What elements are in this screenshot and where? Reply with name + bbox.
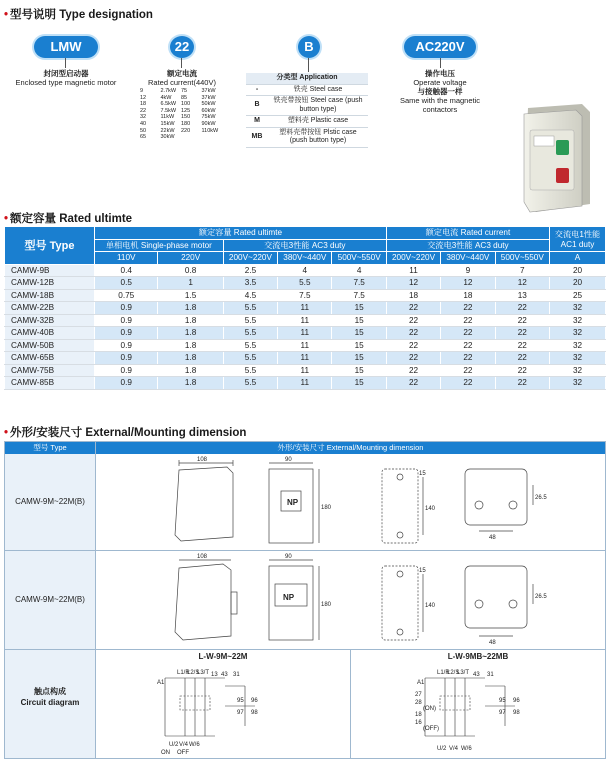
dim-140: 140 xyxy=(425,603,436,609)
circuit-label: U/2 xyxy=(437,746,447,752)
divider xyxy=(5,550,605,551)
connector-line xyxy=(308,58,309,72)
value-cell: 1.8 xyxy=(158,377,223,390)
model-cell: CAMW-18B xyxy=(5,289,95,302)
circuit-label: A1 xyxy=(417,680,425,686)
dim-26-5: 26.5 xyxy=(535,594,547,600)
circuit-label: 27 xyxy=(415,692,422,698)
value-cell: 15 xyxy=(332,339,386,352)
model-cell: CAMW-85B xyxy=(5,377,95,390)
divider xyxy=(350,649,351,758)
value-cell: 12 xyxy=(441,277,495,290)
table-row xyxy=(5,377,606,390)
current-row xyxy=(140,114,222,121)
table-row xyxy=(5,352,606,365)
value-cell: 22 xyxy=(441,339,495,352)
value-cell: 4 xyxy=(332,264,386,277)
model-cell: CAMW-22B xyxy=(5,302,95,315)
value-cell: 20 xyxy=(550,264,606,277)
value-cell: 22 xyxy=(495,364,549,377)
value-cell: 0.9 xyxy=(95,302,158,315)
value-cell: 5.5 xyxy=(223,314,277,327)
col-single-phase: 单相电机 Single-phase motor xyxy=(95,239,224,252)
circuit-label: A1 xyxy=(157,680,165,686)
current-cell: 125 xyxy=(181,107,191,114)
current-cell: 85 xyxy=(181,94,188,101)
section-title-type-designation: • 型号说明 Type designation xyxy=(4,9,153,21)
value-cell: 4.5 xyxy=(223,289,277,302)
value-cell: 11 xyxy=(278,364,332,377)
current-cell: 50 xyxy=(140,127,147,134)
section-title-rated: • 额定容量 Rated ultimte xyxy=(4,213,133,225)
current-cell xyxy=(181,134,202,141)
value-cell: 7.5 xyxy=(332,277,386,290)
model-cell: CAMW-40B xyxy=(5,327,95,340)
value-cell: 1.8 xyxy=(158,302,223,315)
sub-header: 110V xyxy=(95,252,158,265)
current-cell: 150 xyxy=(181,114,191,121)
lmw-caption: 封闭型启动器 Enclosed type magnetic motor xyxy=(15,69,117,87)
current-cell: 37kW xyxy=(201,94,216,101)
dimension-drawing-row1 xyxy=(97,455,603,549)
value-cell: 11 xyxy=(278,327,332,340)
current-cell: 100 xyxy=(181,101,191,108)
table-row xyxy=(5,264,606,277)
code-voltage: AC220V xyxy=(404,36,476,58)
table-row xyxy=(5,314,606,327)
dim-180: 180 xyxy=(321,505,332,511)
value-cell: 5.5 xyxy=(223,339,277,352)
value-cell: 5.5 xyxy=(223,302,277,315)
value-cell: 15 xyxy=(332,377,386,390)
circuit-label: L2/S xyxy=(447,670,460,676)
value-cell: 1 xyxy=(158,277,223,290)
value-cell: 32 xyxy=(550,327,606,340)
current-row xyxy=(140,128,222,135)
value-cell: 22 xyxy=(386,302,440,315)
current-row xyxy=(140,134,222,141)
value-cell: 22 xyxy=(386,327,440,340)
value-cell: 1.8 xyxy=(158,339,223,352)
value-cell: 22 xyxy=(441,314,495,327)
value-cell: 7.5 xyxy=(332,289,386,302)
nameplate-label: NP xyxy=(287,498,299,507)
app-key: - xyxy=(246,84,268,96)
value-cell: 22 xyxy=(441,302,495,315)
table-row xyxy=(5,364,606,377)
model-cell: CAMW-32B xyxy=(5,314,95,327)
value-cell: 1.8 xyxy=(158,352,223,365)
circuit-label: 98 xyxy=(251,710,258,716)
dim-90: 90 xyxy=(285,457,292,463)
current-row xyxy=(140,88,222,95)
col-ac1: 交流电1性能 AC1 duty xyxy=(550,227,606,252)
model-cell: CAMW-9B xyxy=(5,264,95,277)
diagram-title-1: L-W-9M~22M xyxy=(198,652,248,661)
voltage-caption: 操作电压 Operate voltage 与接触器一样 Same with the magnetic contactors xyxy=(399,69,481,114)
circuit-label: L1/R xyxy=(177,670,190,676)
value-cell: 22 xyxy=(441,377,495,390)
sub-header: A xyxy=(550,252,606,265)
dimension-drawing-row2 xyxy=(97,552,603,648)
value-cell: 13 xyxy=(495,289,549,302)
nameplate-label: NP xyxy=(283,593,295,602)
table-row xyxy=(5,289,606,302)
circuit-label: 触点构成 Circuit diagram xyxy=(5,650,95,758)
table-row xyxy=(5,277,606,290)
circuit-label: ON xyxy=(161,750,170,756)
app-value: 铁壳 Steel case xyxy=(268,84,368,96)
circuit-label: 31 xyxy=(233,672,240,678)
value-cell: 15 xyxy=(332,314,386,327)
circuit-label: W/6 xyxy=(189,742,200,748)
value-cell: 0.4 xyxy=(95,264,158,277)
value-cell: 32 xyxy=(550,364,606,377)
app-value: 塑料壳带按钮 Plstic case (push button type) xyxy=(268,127,368,147)
section-title-mounting: • 外形/安装尺寸 External/Mounting dimension xyxy=(4,427,247,439)
dim-108: 108 xyxy=(197,554,208,560)
circuit-label: V/4 xyxy=(449,746,459,752)
current-cell: 32 xyxy=(140,114,147,121)
current-power-table xyxy=(140,88,222,141)
circuit-label: 97 xyxy=(237,710,244,716)
circuit-label: 28 xyxy=(415,700,422,706)
current-cell: 2.7kW xyxy=(160,88,177,94)
value-cell: 0.5 xyxy=(95,277,158,290)
model-cell: CAMW-65B xyxy=(5,352,95,365)
value-cell: 22 xyxy=(495,377,549,390)
dim-15: 15 xyxy=(419,471,426,477)
table-row xyxy=(5,327,606,340)
current-cell: 4kW xyxy=(160,94,172,101)
current-cell: 40 xyxy=(140,120,147,127)
current-cell: 12 xyxy=(140,94,147,101)
circuit-label: U/2 xyxy=(169,742,179,748)
value-cell: 22 xyxy=(441,327,495,340)
circuit-label: 31 xyxy=(487,672,494,678)
sub-header: 380V~440V xyxy=(441,252,495,265)
dim-90: 90 xyxy=(285,554,292,560)
diagram-title-2: L-W-9MB~22MB xyxy=(447,652,509,661)
value-cell: 32 xyxy=(550,339,606,352)
current-cell: 15kW xyxy=(160,120,175,127)
sub-header: 200V~220V xyxy=(223,252,277,265)
value-cell: 22 xyxy=(495,339,549,352)
circuit-label: (ON) xyxy=(423,706,436,712)
value-cell: 32 xyxy=(550,352,606,365)
value-cell: 15 xyxy=(332,364,386,377)
value-cell: 1.8 xyxy=(158,364,223,377)
value-cell: 22 xyxy=(441,364,495,377)
value-cell: 32 xyxy=(550,302,606,315)
value-cell: 12 xyxy=(495,277,549,290)
dim-48: 48 xyxy=(489,640,496,646)
divider xyxy=(95,442,96,758)
value-cell: 0.9 xyxy=(95,352,158,365)
circuit-label: 95 xyxy=(499,698,506,704)
value-cell: 0.75 xyxy=(95,289,158,302)
app-key: MB xyxy=(246,127,268,147)
value-cell: 1.8 xyxy=(158,327,223,340)
code-application: B xyxy=(298,36,320,58)
rated-table xyxy=(4,226,606,390)
value-cell: 11 xyxy=(278,339,332,352)
col-type: 型号 Type xyxy=(5,227,95,265)
value-cell: 22 xyxy=(495,327,549,340)
value-cell: 5.5 xyxy=(278,277,332,290)
connector-line xyxy=(440,58,441,68)
circuit-label: L3/T xyxy=(197,670,210,676)
current-cell: 65 xyxy=(140,134,147,141)
current-cell: 22kW xyxy=(160,127,175,134)
mount-col-type: 型号 Type xyxy=(5,442,95,454)
dim-15: 15 xyxy=(419,568,426,574)
value-cell: 22 xyxy=(441,352,495,365)
circuit-label: 98 xyxy=(513,710,520,716)
value-cell: 0.9 xyxy=(95,364,158,377)
sub-header: 380V~440V xyxy=(278,252,332,265)
current-cell: 37kW xyxy=(201,88,216,94)
dim-48: 48 xyxy=(489,535,496,541)
model-cell: CAMW-75B xyxy=(5,364,95,377)
circuit-label: 96 xyxy=(513,698,520,704)
value-cell: 7.5 xyxy=(278,289,332,302)
value-cell: 3.5 xyxy=(223,277,277,290)
current-cell: 7.5kW xyxy=(160,107,177,114)
circuit-label: 13 xyxy=(211,672,218,678)
value-cell: 5.5 xyxy=(223,364,277,377)
value-cell: 0.9 xyxy=(95,314,158,327)
value-cell: 11 xyxy=(278,314,332,327)
current-cell: 11kW xyxy=(160,114,175,121)
value-cell: 11 xyxy=(278,377,332,390)
value-cell: 12 xyxy=(386,277,440,290)
value-cell: 25 xyxy=(550,289,606,302)
value-cell: 22 xyxy=(495,314,549,327)
current-cell: 22 xyxy=(140,107,147,114)
value-cell: 22 xyxy=(386,352,440,365)
connector-line xyxy=(181,58,182,68)
current-cell: 75kW xyxy=(201,114,216,121)
sub-header: 500V~550V xyxy=(495,252,549,265)
value-cell: 5.5 xyxy=(223,327,277,340)
current-cell: 180 xyxy=(181,120,191,127)
app-value: 塑料壳 Plastic case xyxy=(268,116,368,128)
value-cell: 9 xyxy=(441,264,495,277)
current-cell: 6.5kW xyxy=(160,101,177,108)
value-cell: 1.5 xyxy=(158,289,223,302)
current-cell: 50kW xyxy=(201,101,216,108)
bullet-icon: • xyxy=(4,427,9,439)
col-ultimate: 额定容量 Rated ultimte xyxy=(95,227,387,240)
value-cell: 22 xyxy=(386,364,440,377)
circuit-label: (OFF) xyxy=(423,726,439,732)
application-header: 分类型 Application xyxy=(246,73,368,84)
circuit-diagram-1 xyxy=(155,666,285,756)
dim-26-5: 26.5 xyxy=(535,495,547,501)
current-cell: 9 xyxy=(140,88,144,94)
value-cell: 0.9 xyxy=(95,327,158,340)
sub-header: 220V xyxy=(158,252,223,265)
table-row xyxy=(5,339,606,352)
current-caption: 额定电流 Rated current(440V) xyxy=(148,69,216,87)
current-row xyxy=(140,108,222,115)
value-cell: 22 xyxy=(495,302,549,315)
bullet-icon: • xyxy=(4,9,9,21)
value-cell: 0.8 xyxy=(158,264,223,277)
value-cell: 22 xyxy=(386,377,440,390)
value-cell: 0.9 xyxy=(95,339,158,352)
value-cell: 11 xyxy=(278,352,332,365)
circuit-label: 96 xyxy=(251,698,258,704)
circuit-label: 43 xyxy=(473,672,480,678)
circuit-label: OFF xyxy=(177,750,189,756)
product-image xyxy=(516,102,594,214)
value-cell: 15 xyxy=(332,302,386,315)
value-cell: 22 xyxy=(495,352,549,365)
mount-row2-label: CAMW-9M~22M(B) xyxy=(5,551,95,649)
circuit-label: W/6 xyxy=(461,746,472,752)
current-cell: 18 xyxy=(140,101,147,108)
current-row xyxy=(140,121,222,128)
current-cell xyxy=(202,134,223,141)
circuit-label: 16 xyxy=(415,720,422,726)
circuit-label: L2/S xyxy=(187,670,200,676)
circuit-diagram-2 xyxy=(415,666,545,756)
value-cell: 32 xyxy=(550,314,606,327)
app-key: B xyxy=(246,96,268,116)
value-cell: 11 xyxy=(386,264,440,277)
value-cell: 5.5 xyxy=(223,352,277,365)
value-cell: 18 xyxy=(386,289,440,302)
value-cell: 4 xyxy=(278,264,332,277)
value-cell: 11 xyxy=(278,302,332,315)
circuit-label: V/4 xyxy=(179,742,189,748)
dim-108: 108 xyxy=(197,457,208,463)
mount-row1-label: CAMW-9M~22M(B) xyxy=(5,454,95,550)
current-row xyxy=(140,101,222,108)
sub-header: 500V~550V xyxy=(332,252,386,265)
application-table xyxy=(246,73,368,148)
current-cell: 30kW xyxy=(160,134,175,141)
current-cell: 220 xyxy=(181,127,191,134)
current-cell: 110kW xyxy=(201,127,219,134)
model-cell: CAMW-12B xyxy=(5,277,95,290)
value-cell: 5.5 xyxy=(223,377,277,390)
current-row xyxy=(140,95,222,102)
sub-header: 200V~220V xyxy=(386,252,440,265)
value-cell: 15 xyxy=(332,352,386,365)
value-cell: 18 xyxy=(441,289,495,302)
circuit-label: 95 xyxy=(237,698,244,704)
current-cell: 60kW xyxy=(201,107,216,114)
value-cell: 32 xyxy=(550,377,606,390)
col-current: 额定电流 Rated current xyxy=(386,227,549,240)
app-key: M xyxy=(246,116,268,128)
circuit-label: L1/R xyxy=(437,670,450,676)
circuit-label: 18 xyxy=(415,712,422,718)
app-value: 铁壳带按钮 Steel case (push button type) xyxy=(268,96,368,116)
circuit-label: 97 xyxy=(499,710,506,716)
value-cell: 22 xyxy=(386,339,440,352)
mounting-panel xyxy=(4,441,606,759)
table-row xyxy=(5,302,606,315)
code-current: 22 xyxy=(170,36,194,58)
connector-line xyxy=(65,58,66,68)
circuit-label: L3/T xyxy=(457,670,470,676)
divider xyxy=(5,649,605,650)
model-cell: CAMW-50B xyxy=(5,339,95,352)
dim-180: 180 xyxy=(321,602,332,608)
mount-col-dim: 外形/安装尺寸 External/Mounting dimension xyxy=(96,442,605,454)
value-cell: 15 xyxy=(332,327,386,340)
value-cell: 2.5 xyxy=(223,264,277,277)
current-cell: 75 xyxy=(181,88,188,94)
bullet-icon: • xyxy=(4,213,9,225)
circuit-label: 43 xyxy=(221,672,228,678)
value-cell: 20 xyxy=(550,277,606,290)
col-ac3-power: 交流电3性能 AC3 duty xyxy=(223,239,386,252)
value-cell: 0.9 xyxy=(95,377,158,390)
value-cell: 22 xyxy=(386,314,440,327)
value-cell: 1.8 xyxy=(158,314,223,327)
current-cell: 90kW xyxy=(201,120,216,127)
dim-140: 140 xyxy=(425,506,436,512)
col-ac3-current: 交流电3性能 AC3 duty xyxy=(386,239,549,252)
value-cell: 7 xyxy=(495,264,549,277)
code-lmw: LMW xyxy=(34,36,98,58)
